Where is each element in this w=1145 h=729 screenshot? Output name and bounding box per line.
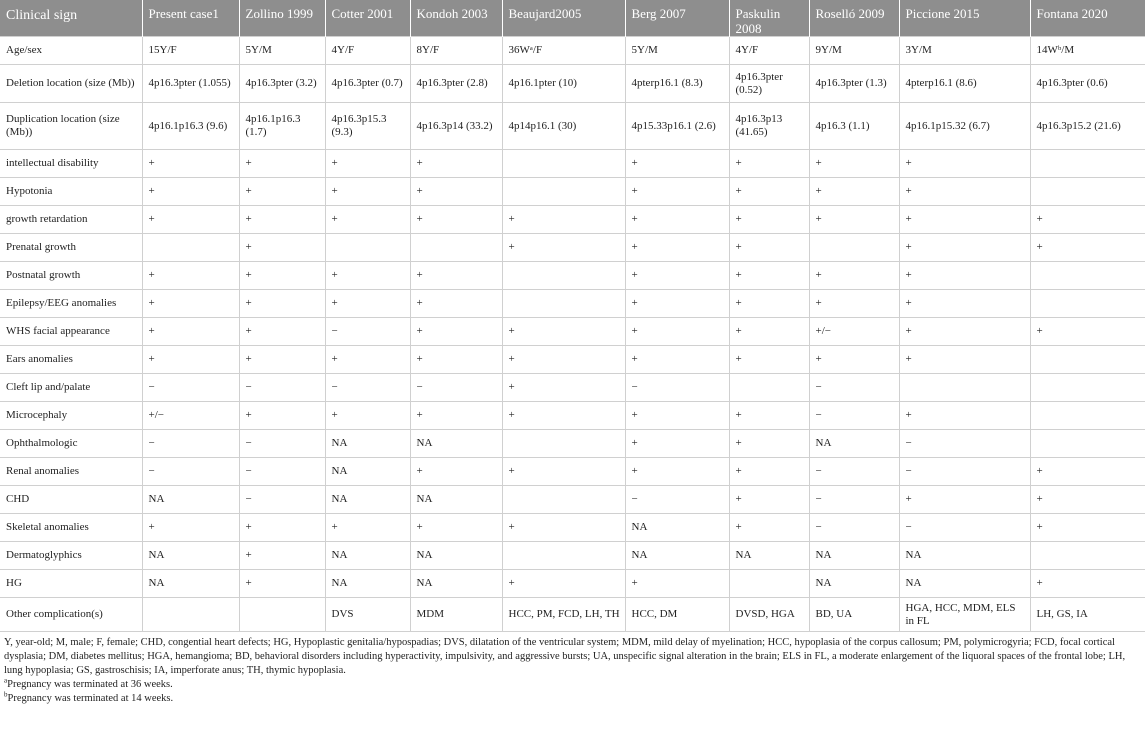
row-label: Postnatal growth — [0, 262, 142, 290]
table-cell: + — [729, 458, 809, 486]
table-cell: + — [1030, 318, 1145, 346]
row-label: Prenatal growth — [0, 234, 142, 262]
table-cell: + — [142, 178, 239, 206]
table-cell: + — [410, 150, 502, 178]
table-cell: + — [729, 430, 809, 458]
row-label: WHS facial appearance — [0, 318, 142, 346]
table-cell: + — [142, 346, 239, 374]
column-header-study: Fontana 2020 — [1030, 0, 1145, 37]
table-cell — [502, 150, 625, 178]
table-cell: + — [899, 234, 1030, 262]
table-cell — [1030, 290, 1145, 318]
table-cell — [1030, 346, 1145, 374]
table-cell: − — [410, 374, 502, 402]
table-cell: + — [410, 514, 502, 542]
table-row — [0, 514, 1145, 542]
table-cell — [502, 290, 625, 318]
table-cell: + — [410, 402, 502, 430]
row-label: Ears anomalies — [0, 346, 142, 374]
table-cell: + — [809, 206, 899, 234]
table-cell: + — [325, 262, 410, 290]
table-cell: + — [410, 178, 502, 206]
table-cell: + — [239, 290, 325, 318]
header-row — [0, 0, 1145, 37]
table-row — [0, 346, 1145, 374]
table-cell — [1030, 542, 1145, 570]
table-cell: 4p16.1p16.3 (1.7) — [239, 103, 325, 150]
table-row — [0, 103, 1145, 150]
table-cell: − — [239, 486, 325, 514]
table-cell: − — [899, 458, 1030, 486]
table-cell: + — [502, 234, 625, 262]
table-cell: 4pterp16.1 (8.6) — [899, 65, 1030, 103]
column-header-study: Present case1 — [142, 0, 239, 37]
table-cell: + — [1030, 486, 1145, 514]
table-cell: + — [809, 346, 899, 374]
table-cell: 4p16.3p15.3 (9.3) — [325, 103, 410, 150]
table-cell: + — [1030, 206, 1145, 234]
table-row — [0, 374, 1145, 402]
table-cell: 4p15.33p16.1 (2.6) — [625, 103, 729, 150]
column-header-study: Piccione 2015 — [899, 0, 1030, 37]
table-cell: + — [410, 206, 502, 234]
table-row — [0, 234, 1145, 262]
table-row — [0, 458, 1145, 486]
table-cell: NA — [410, 430, 502, 458]
table-cell: NA — [410, 570, 502, 598]
column-header-clinical-sign: Clinical sign — [0, 0, 142, 37]
table-cell: NA — [325, 486, 410, 514]
table-row — [0, 598, 1145, 632]
table-cell: 4p16.1pter (10) — [502, 65, 625, 103]
table-cell: + — [239, 514, 325, 542]
row-label: CHD — [0, 486, 142, 514]
table-body — [0, 37, 1145, 632]
table-cell — [502, 178, 625, 206]
table-cell: + — [142, 514, 239, 542]
table-row — [0, 430, 1145, 458]
table-cell: NA — [625, 542, 729, 570]
table-cell: 5Y/M — [625, 37, 729, 65]
table-cell: − — [325, 318, 410, 346]
table-cell: − — [239, 374, 325, 402]
row-label: Duplication location (size (Mb)) — [0, 103, 142, 150]
table-cell: 4pterp16.1 (8.3) — [625, 65, 729, 103]
table-cell: + — [625, 346, 729, 374]
table-cell — [729, 374, 809, 402]
table-cell: 4p16.3p14 (33.2) — [410, 103, 502, 150]
table-cell: + — [502, 206, 625, 234]
table-cell: + — [1030, 234, 1145, 262]
table-row — [0, 290, 1145, 318]
table-cell: NA — [625, 514, 729, 542]
table-cell: + — [410, 346, 502, 374]
table-cell: NA — [899, 570, 1030, 598]
table-row — [0, 318, 1145, 346]
table-cell: + — [239, 150, 325, 178]
table-cell: 4Y/F — [729, 37, 809, 65]
table-cell: − — [809, 486, 899, 514]
row-label: Age/sex — [0, 37, 142, 65]
row-label: Renal anomalies — [0, 458, 142, 486]
table-cell: NA — [142, 486, 239, 514]
table-cell — [1030, 402, 1145, 430]
row-label: Skeletal anomalies — [0, 514, 142, 542]
table-cell: − — [809, 374, 899, 402]
table-cell: NA — [142, 570, 239, 598]
table-cell: + — [729, 150, 809, 178]
row-label: Other complication(s) — [0, 598, 142, 632]
table-cell: BD, UA — [809, 598, 899, 632]
table-cell: + — [625, 206, 729, 234]
table-cell: 4p16.3 (1.1) — [809, 103, 899, 150]
column-header-study: Berg 2007 — [625, 0, 729, 37]
table-cell: + — [325, 514, 410, 542]
table-cell: + — [625, 234, 729, 262]
table-cell: + — [410, 458, 502, 486]
table-cell: + — [502, 346, 625, 374]
table-cell: 4p16.3p15.2 (21.6) — [1030, 103, 1145, 150]
table-cell: + — [729, 262, 809, 290]
table-cell: + — [899, 346, 1030, 374]
table-cell: HGA, HCC, MDM, ELS in FL — [899, 598, 1030, 632]
table-row — [0, 542, 1145, 570]
table-cell: + — [142, 150, 239, 178]
table-cell: + — [502, 374, 625, 402]
table-cell: + — [729, 290, 809, 318]
table-cell: + — [410, 318, 502, 346]
table-cell: + — [729, 486, 809, 514]
table-cell: + — [502, 458, 625, 486]
table-cell — [729, 570, 809, 598]
table-cell: NA — [410, 486, 502, 514]
table-cell: + — [325, 150, 410, 178]
column-header-study: Kondoh 2003 — [410, 0, 502, 37]
table-cell: DVS — [325, 598, 410, 632]
row-label: Epilepsy/EEG anomalies — [0, 290, 142, 318]
table-footnotes — [0, 632, 1145, 706]
table-cell: DVSD, HGA — [729, 598, 809, 632]
row-label: HG — [0, 570, 142, 598]
table-cell: LH, GS, IA — [1030, 598, 1145, 632]
table-cell: + — [899, 318, 1030, 346]
table-cell: + — [809, 290, 899, 318]
table-cell: + — [899, 206, 1030, 234]
column-header-study: Cotter 2001 — [325, 0, 410, 37]
table-row — [0, 65, 1145, 103]
table-cell: + — [502, 402, 625, 430]
table-cell — [410, 234, 502, 262]
table-cell: 4p16.3p13 (41.65) — [729, 103, 809, 150]
footnote-a-marker: a — [4, 676, 8, 685]
column-header-study: Roselló 2009 — [809, 0, 899, 37]
table-cell — [502, 542, 625, 570]
table-cell: NA — [729, 542, 809, 570]
table-cell: NA — [325, 570, 410, 598]
table-cell: 8Y/F — [410, 37, 502, 65]
column-header-study: Beaujard2005 — [502, 0, 625, 37]
row-label: Dermatoglyphics — [0, 542, 142, 570]
table-cell: + — [325, 402, 410, 430]
column-header-study: Zollino 1999 — [239, 0, 325, 37]
table-cell: + — [729, 206, 809, 234]
table-cell: + — [1030, 570, 1145, 598]
table-cell: − — [625, 486, 729, 514]
table-cell: 4p16.3pter (1.3) — [809, 65, 899, 103]
table-cell: MDM — [410, 598, 502, 632]
footnote-b-marker: b — [4, 690, 8, 699]
table-cell: + — [625, 150, 729, 178]
table-cell: + — [625, 458, 729, 486]
table-cell: − — [899, 430, 1030, 458]
table-cell: 4p14p16.1 (30) — [502, 103, 625, 150]
table-cell: 4p16.3pter (0.7) — [325, 65, 410, 103]
table-cell: 4p16.3pter (1.055) — [142, 65, 239, 103]
table-cell: + — [410, 290, 502, 318]
table-cell: − — [899, 514, 1030, 542]
table-cell: − — [239, 458, 325, 486]
table-cell: + — [729, 346, 809, 374]
table-cell: NA — [325, 542, 410, 570]
table-cell: + — [625, 402, 729, 430]
table-cell: 14Wᵇ/M — [1030, 37, 1145, 65]
table-cell — [142, 234, 239, 262]
table-cell: + — [809, 178, 899, 206]
table-cell: + — [729, 318, 809, 346]
table-cell: + — [899, 486, 1030, 514]
footnote-a — [4, 678, 1139, 692]
table-cell: + — [502, 570, 625, 598]
row-label: growth retardation — [0, 206, 142, 234]
table-row — [0, 486, 1145, 514]
table-row — [0, 570, 1145, 598]
table-row — [0, 37, 1145, 65]
table-row — [0, 178, 1145, 206]
table-cell: − — [809, 514, 899, 542]
table-cell: +/− — [809, 318, 899, 346]
table-cell — [1030, 430, 1145, 458]
table-cell: + — [410, 262, 502, 290]
table-cell: − — [142, 458, 239, 486]
table-cell: + — [729, 178, 809, 206]
footnote-a-text: Pregnancy was terminated at 36 weeks. — [7, 679, 173, 690]
row-label: Ophthalmologic — [0, 430, 142, 458]
table-cell: 9Y/M — [809, 37, 899, 65]
table-cell: − — [625, 374, 729, 402]
table-cell: + — [899, 178, 1030, 206]
table-cell: + — [142, 262, 239, 290]
table-cell: +/− — [142, 402, 239, 430]
table-cell: + — [239, 206, 325, 234]
table-cell — [1030, 374, 1145, 402]
row-label: Cleft lip and/palate — [0, 374, 142, 402]
table-cell: + — [729, 234, 809, 262]
table-cell: + — [239, 234, 325, 262]
table-cell: + — [729, 514, 809, 542]
table-cell: 36Wᵃ/F — [502, 37, 625, 65]
table-cell: NA — [142, 542, 239, 570]
table-cell: 4p16.3pter (0.6) — [1030, 65, 1145, 103]
table-cell: + — [239, 318, 325, 346]
table-cell: + — [809, 262, 899, 290]
table-cell — [809, 234, 899, 262]
table-cell: + — [1030, 514, 1145, 542]
table-cell — [1030, 150, 1145, 178]
table-cell: + — [899, 262, 1030, 290]
table-cell: + — [239, 570, 325, 598]
table-cell — [239, 598, 325, 632]
row-label: Microcephaly — [0, 402, 142, 430]
table-cell: + — [625, 570, 729, 598]
table-cell: 4Y/F — [325, 37, 410, 65]
table-cell — [1030, 262, 1145, 290]
table-cell: 4p16.3pter (2.8) — [410, 65, 502, 103]
table-cell: NA — [325, 430, 410, 458]
table-cell: + — [142, 206, 239, 234]
abbreviations-note: Y, year-old; M, male; F, female; CHD, congential heart defects; HG, Hypoplastic genitalia/hypospadias; DVS, dilatation of the ventricular system; MDM, mild delay of myelination; HCC, hypoplasia of the corpus callosum; PM, polymicrogyria; FCD, focal cortical dysplasia; DM, diabetes mellitus; HGA, hemangioma; BD, behavioral disorders including hyperactivity, impulsivity, and aggressive bursts; UA, unspecific signal alteration in the brain; ELS in FL, a moderate enlargement of the liquoral spaces of the frontal lobe; LH, lung hypoplasia; GS, gastroschisis; IA, imperforate anus; TH, thymic hypoplasia. — [4, 637, 1126, 676]
table-cell: + — [729, 402, 809, 430]
table-cell: + — [625, 262, 729, 290]
table-cell: + — [502, 514, 625, 542]
table-cell: + — [239, 542, 325, 570]
table-cell: + — [625, 430, 729, 458]
table-row — [0, 262, 1145, 290]
table-row — [0, 150, 1145, 178]
table-cell: + — [239, 402, 325, 430]
table-cell: + — [239, 262, 325, 290]
table-cell: 4p16.3pter (0.52) — [729, 65, 809, 103]
table-cell: − — [142, 374, 239, 402]
table-cell: HCC, DM — [625, 598, 729, 632]
table-cell: + — [625, 318, 729, 346]
table-cell: + — [625, 178, 729, 206]
table-cell — [1030, 178, 1145, 206]
table-cell: + — [899, 150, 1030, 178]
table-cell — [502, 262, 625, 290]
table-cell: − — [809, 402, 899, 430]
table-header — [0, 0, 1145, 37]
table-cell: − — [239, 430, 325, 458]
table-cell: 4p16.3pter (3.2) — [239, 65, 325, 103]
table-cell: + — [809, 150, 899, 178]
row-label: Hypotonia — [0, 178, 142, 206]
footnote-b-text: Pregnancy was terminated at 14 weeks. — [7, 693, 174, 704]
footnote-b — [4, 692, 1139, 706]
table-cell: + — [625, 290, 729, 318]
table-cell: + — [502, 318, 625, 346]
table-cell — [325, 234, 410, 262]
table-cell — [899, 374, 1030, 402]
table-cell: NA — [410, 542, 502, 570]
table-cell: + — [239, 178, 325, 206]
table-cell: + — [899, 402, 1030, 430]
table-cell: + — [325, 290, 410, 318]
row-label: Deletion location (size (Mb)) — [0, 65, 142, 103]
table-cell: NA — [809, 542, 899, 570]
table-cell: − — [809, 458, 899, 486]
table-cell: 3Y/M — [899, 37, 1030, 65]
column-header-study: Paskulin 2008 — [729, 0, 809, 37]
table-cell: + — [142, 290, 239, 318]
table-cell: NA — [809, 430, 899, 458]
row-label: intellectual disability — [0, 150, 142, 178]
table-cell: NA — [325, 458, 410, 486]
table-cell: − — [325, 374, 410, 402]
table-cell: + — [325, 206, 410, 234]
table-cell: − — [142, 430, 239, 458]
table-cell: 4p16.1p15.32 (6.7) — [899, 103, 1030, 150]
table-cell: + — [899, 290, 1030, 318]
table-cell: + — [325, 178, 410, 206]
table-cell: 5Y/M — [239, 37, 325, 65]
table-cell: NA — [899, 542, 1030, 570]
table-cell: NA — [809, 570, 899, 598]
table-cell: 4p16.1p16.3 (9.6) — [142, 103, 239, 150]
table-cell: 15Y/F — [142, 37, 239, 65]
table-cell: + — [239, 346, 325, 374]
table-cell: + — [1030, 458, 1145, 486]
table-cell — [142, 598, 239, 632]
table-cell: + — [142, 318, 239, 346]
table-cell — [502, 430, 625, 458]
table-row — [0, 402, 1145, 430]
table-row — [0, 206, 1145, 234]
table-cell — [502, 486, 625, 514]
table-cell: + — [325, 346, 410, 374]
table-cell: HCC, PM, FCD, LH, TH — [502, 598, 625, 632]
